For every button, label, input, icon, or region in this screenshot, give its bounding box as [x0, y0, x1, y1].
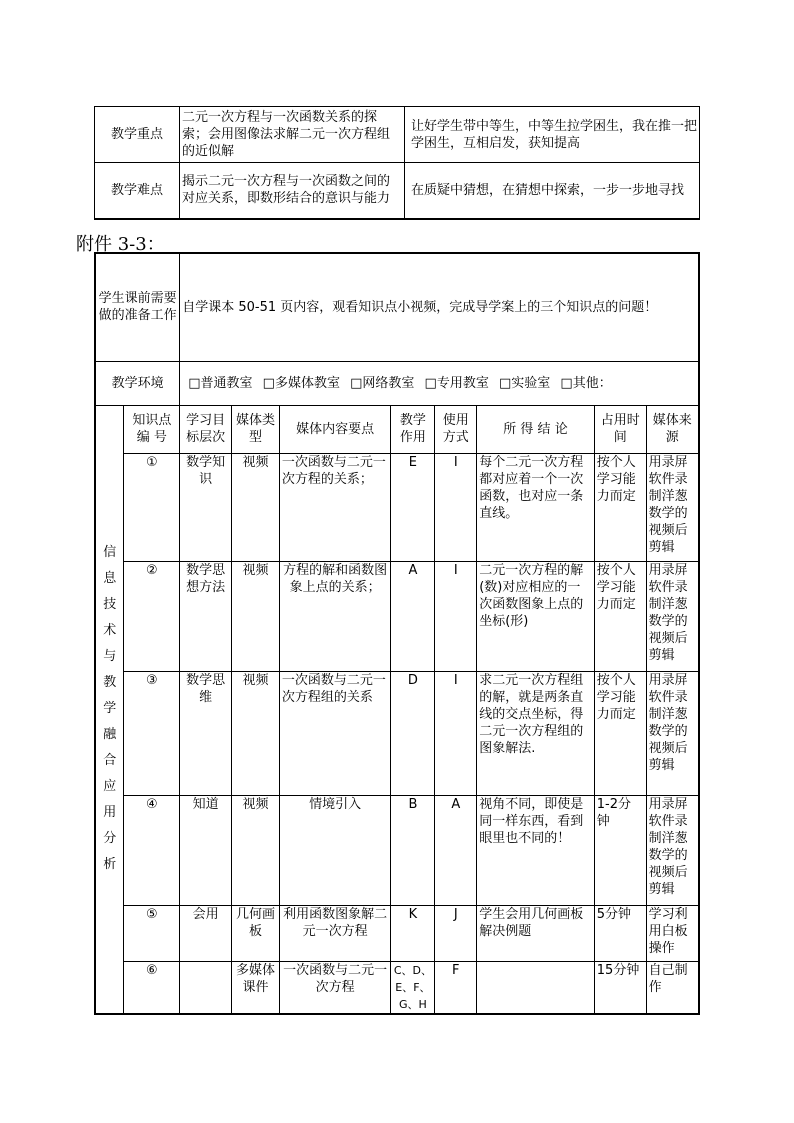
header-row — [95, 405, 699, 453]
media-content: 一次函数与二元一次方程组的关系 — [279, 671, 391, 795]
table-row — [95, 795, 699, 905]
time-used: 按个人学习能力而定 — [594, 671, 646, 795]
table-row — [95, 905, 699, 961]
prep-label: 学生课前需要做的准备工作 — [95, 253, 180, 361]
row-content: 二元一次方程与一次函数关系的探索；会用图像法求解二元一次方程组的近似解 — [180, 107, 405, 163]
media-type: 视频 — [232, 453, 280, 561]
prep-row — [95, 253, 699, 361]
teaching-role: K — [391, 905, 435, 961]
knowledge-num: ① — [124, 453, 180, 561]
col-header: 教学作用 — [391, 405, 435, 453]
col-header: 媒体内容要点 — [279, 405, 391, 453]
media-content: 一次函数与二元一次方程 — [279, 961, 391, 1014]
col-header: 占用时间 — [594, 405, 646, 453]
media-content: 情境引入 — [279, 795, 391, 905]
knowledge-num: ④ — [124, 795, 180, 905]
row-strategy: 在质疑中猜想，在猜想中探索，一步一步地寻找 — [405, 163, 700, 219]
table-row — [95, 561, 699, 671]
media-analysis-table — [94, 252, 700, 1015]
environment-row — [95, 361, 699, 405]
row-label: 教学重点 — [95, 107, 180, 163]
env-option-checkbox[interactable]: □普通教室 — [188, 375, 253, 391]
conclusion: 学生会用几何画板解决例题 — [477, 905, 595, 961]
time-used: 5分钟 — [594, 905, 646, 961]
col-header: 媒体来源 — [646, 405, 699, 453]
goal-level: 会用 — [180, 905, 232, 961]
env-option-checkbox[interactable]: □专用教室 — [424, 375, 489, 391]
goal-level: 数学思维 — [180, 671, 232, 795]
goal-level: 知道 — [180, 795, 232, 905]
teaching-role: B — [391, 795, 435, 905]
media-type: 几何画板 — [232, 905, 280, 961]
usage-mode: I — [435, 671, 477, 795]
side-label — [95, 405, 124, 1014]
media-content: 一次函数与二元一次方程的关系； — [279, 453, 391, 561]
col-header: 媒体类型 — [232, 405, 280, 453]
row-content: 揭示二元一次方程与一次函数之间的对应关系，即数形结合的意识与能力 — [180, 163, 405, 219]
table-row — [95, 961, 699, 1014]
env-options — [180, 361, 699, 405]
goal-level: 数学思想方法 — [180, 561, 232, 671]
teaching-role: A — [391, 561, 435, 671]
time-used: 按个人学习能力而定 — [594, 453, 646, 561]
media-content: 利用函数图象解二元一次方程 — [279, 905, 391, 961]
conclusion: 二元一次方程的解 (数)对应相应的一次函数图象上点的坐标(形) — [477, 561, 595, 671]
media-source: 用录屏软件录制洋葱数学的视频后剪辑 — [646, 795, 699, 905]
media-source: 用录屏软件录制洋葱数学的视频后剪辑 — [646, 453, 699, 561]
time-used: 15分钟 — [594, 961, 646, 1014]
media-source: 学习利用白板操作 — [646, 905, 699, 961]
col-header: 所 得 结 论 — [477, 405, 595, 453]
env-option-checkbox[interactable]: □其他： — [560, 375, 612, 391]
env-option-checkbox[interactable]: □网络教室 — [350, 375, 415, 391]
media-source: 用录屏软件录制洋葱数学的视频后剪辑 — [646, 561, 699, 671]
table-row — [95, 671, 699, 795]
row-strategy: 让好学生带中等生，中等生拉学困生，我在推一把学困生，互相启发，获知提高 — [405, 107, 700, 163]
attachment-caption: 附件 3-3： — [76, 234, 165, 255]
teaching-role: C、D、E、F、G、H — [391, 961, 435, 1014]
media-source: 自己制作 — [646, 961, 699, 1014]
difficulty-row — [95, 163, 700, 219]
media-content: 方程的解和函数图象上点的关系； — [279, 561, 391, 671]
media-type: 视频 — [232, 795, 280, 905]
teaching-role: E — [391, 453, 435, 561]
media-source: 用录屏软件录制洋葱数学的视频后剪辑 — [646, 671, 699, 795]
usage-mode: I — [435, 561, 477, 671]
env-label: 教学环境 — [95, 361, 180, 405]
usage-mode: J — [435, 905, 477, 961]
side-label-text: 信息技术与教学融合应用分析 — [103, 545, 117, 872]
knowledge-num: ⑥ — [124, 961, 180, 1014]
time-used: 1-2分钟 — [594, 795, 646, 905]
goal-level — [180, 961, 232, 1014]
col-header: 知识点编 号 — [124, 405, 180, 453]
key-points-row — [95, 107, 700, 163]
time-used: 按个人学习能力而定 — [594, 561, 646, 671]
conclusion: 每个二元一次方程都对应着一个一次函数，也对应一条直线。 — [477, 453, 595, 561]
col-header: 使用方式 — [435, 405, 477, 453]
goal-level: 数学知识 — [180, 453, 232, 561]
env-option-checkbox[interactable]: □实验室 — [498, 375, 551, 391]
media-type: 视频 — [232, 561, 280, 671]
usage-mode: I — [435, 453, 477, 561]
media-type: 视频 — [232, 671, 280, 795]
env-option-checkbox[interactable]: □多媒体教室 — [262, 375, 340, 391]
knowledge-num: ⑤ — [124, 905, 180, 961]
knowledge-num: ③ — [124, 671, 180, 795]
table-row — [95, 453, 699, 561]
prep-content: 自学课本 50-51 页内容，观看知识点小视频，完成导学案上的三个知识点的问题！ — [180, 253, 699, 361]
usage-mode: F — [435, 961, 477, 1014]
teaching-role: D — [391, 671, 435, 795]
conclusion: 视角不同，即使是同一样东西，看到眼里也不同的！ — [477, 795, 595, 905]
row-label: 教学难点 — [95, 163, 180, 219]
usage-mode: A — [435, 795, 477, 905]
knowledge-num: ② — [124, 561, 180, 671]
media-type: 多媒体课件 — [232, 961, 280, 1014]
conclusion: 求二元一次方程组的解，就是两条直线的交点坐标，得二元一次方程组的图象解法. — [477, 671, 595, 795]
col-header: 学习目标层次 — [180, 405, 232, 453]
conclusion — [477, 961, 595, 1014]
key-points-table — [94, 106, 700, 220]
